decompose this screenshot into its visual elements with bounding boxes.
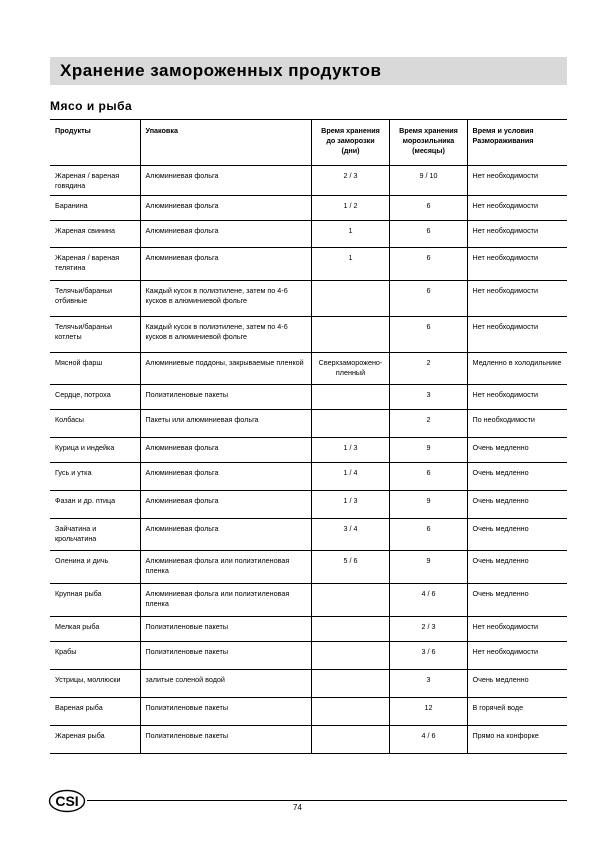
header-days-before-freezing: Время хранения до заморозки (дни) xyxy=(311,120,389,166)
table-row xyxy=(50,463,567,491)
cell-packaging: Полиэтиленовые пакеты xyxy=(140,385,311,410)
cell-months: 3 / 6 xyxy=(389,642,467,670)
cell-product: Сердце, потроха xyxy=(50,385,140,410)
cell-days: 1 xyxy=(311,221,389,248)
cell-days: 1 / 2 xyxy=(311,196,389,221)
cell-product: Оленина и дичь xyxy=(50,551,140,584)
cell-days: 1 / 4 xyxy=(311,463,389,491)
cell-product: Жареная рыба xyxy=(50,726,140,754)
cell-thawing: По необходимости xyxy=(467,410,567,438)
cell-product: Крупная рыба xyxy=(50,584,140,617)
cell-product: Фазан и др. птица xyxy=(50,491,140,519)
table-row xyxy=(50,248,567,281)
footer-divider xyxy=(87,800,567,801)
header-thawing: Время и условия Размораживания xyxy=(467,120,567,166)
storage-table xyxy=(50,119,567,754)
section-title: Мясо и рыба xyxy=(50,99,133,113)
cell-thawing: Нет необходимости xyxy=(467,248,567,281)
csi-logo-text: CSI xyxy=(55,793,79,809)
cell-days xyxy=(311,410,389,438)
table-row xyxy=(50,642,567,670)
cell-days: 3 / 4 xyxy=(311,519,389,551)
page-title-bar xyxy=(50,57,567,85)
cell-packaging: Алюминиевая фольга xyxy=(140,221,311,248)
cell-months: 2 / 3 xyxy=(389,617,467,642)
cell-thawing: Нет необходимости xyxy=(467,196,567,221)
cell-days xyxy=(311,642,389,670)
table-row xyxy=(50,670,567,698)
cell-months: 6 xyxy=(389,221,467,248)
cell-thawing: Нет необходимости xyxy=(467,221,567,248)
cell-thawing: Нет необходимости xyxy=(467,281,567,317)
cell-thawing: Очень медленно xyxy=(467,551,567,584)
cell-packaging: Алюминиевая фольга xyxy=(140,196,311,221)
cell-days: 2 / 3 xyxy=(311,166,389,196)
cell-months: 6 xyxy=(389,463,467,491)
header-freezer-months: Время хранения морозильника (месяцы) xyxy=(389,120,467,166)
cell-product: Жареная / вареная телятина xyxy=(50,248,140,281)
cell-months: 2 xyxy=(389,353,467,385)
cell-thawing: Нет необходимости xyxy=(467,166,567,196)
table-row xyxy=(50,410,567,438)
cell-thawing: Медленно в холодильнике xyxy=(467,353,567,385)
cell-months: 6 xyxy=(389,519,467,551)
cell-months: 9 xyxy=(389,551,467,584)
cell-days xyxy=(311,317,389,353)
cell-days: 1 / 3 xyxy=(311,438,389,463)
cell-product: Вареная рыба xyxy=(50,698,140,726)
cell-packaging: Полиэтиленовые пакеты xyxy=(140,617,311,642)
cell-months: 4 / 6 xyxy=(389,584,467,617)
cell-product: Курица и индейка xyxy=(50,438,140,463)
table-row xyxy=(50,726,567,754)
table-row xyxy=(50,353,567,385)
cell-months: 6 xyxy=(389,248,467,281)
cell-packaging: Алюминиевая фольга или полиэтиленовая пленка xyxy=(140,551,311,584)
cell-packaging: Каждый кусок в полиэтилене, затем по 4-6 кусков в алюминиевой фольге xyxy=(140,317,311,353)
cell-thawing: Очень медленно xyxy=(467,438,567,463)
table-row xyxy=(50,519,567,551)
cell-days: 5 / 6 xyxy=(311,551,389,584)
cell-thawing: Нет необходимости xyxy=(467,317,567,353)
cell-months: 6 xyxy=(389,317,467,353)
cell-months: 9 xyxy=(389,438,467,463)
cell-days: 1 / 3 xyxy=(311,491,389,519)
cell-product: Гусь и утка xyxy=(50,463,140,491)
cell-packaging: Каждый кусок в полиэтилене, затем по 4-6 кусков в алюминиевой фольге xyxy=(140,281,311,317)
cell-product: Баранина xyxy=(50,196,140,221)
cell-thawing: В горячей воде xyxy=(467,698,567,726)
table-row xyxy=(50,166,567,196)
page-number: 74 xyxy=(293,803,302,812)
cell-product: Жареная свинина xyxy=(50,221,140,248)
cell-thawing: Очень медленно xyxy=(467,519,567,551)
cell-months: 6 xyxy=(389,281,467,317)
table-row xyxy=(50,438,567,463)
cell-thawing: Очень медленно xyxy=(467,491,567,519)
cell-days: 1 xyxy=(311,248,389,281)
table-row xyxy=(50,491,567,519)
cell-thawing: Очень медленно xyxy=(467,670,567,698)
cell-packaging: Алюминиевая фольга xyxy=(140,438,311,463)
cell-thawing: Прямо на конфорке xyxy=(467,726,567,754)
cell-packaging: Полиэтиленовые пакеты xyxy=(140,726,311,754)
table-row xyxy=(50,281,567,317)
cell-months: 3 xyxy=(389,385,467,410)
cell-months: 3 xyxy=(389,670,467,698)
cell-months: 6 xyxy=(389,196,467,221)
table-row xyxy=(50,317,567,353)
cell-packaging: залитые соленой водой xyxy=(140,670,311,698)
cell-months: 9 / 10 xyxy=(389,166,467,196)
cell-days xyxy=(311,726,389,754)
table-row xyxy=(50,584,567,617)
cell-product: Жареная / вареная говядина xyxy=(50,166,140,196)
cell-product: Телячьи/бараньи отбивные xyxy=(50,281,140,317)
cell-thawing: Очень медленно xyxy=(467,463,567,491)
cell-days xyxy=(311,698,389,726)
table-row xyxy=(50,551,567,584)
cell-thawing: Нет необходимости xyxy=(467,642,567,670)
table-row xyxy=(50,221,567,248)
table-header-row xyxy=(50,120,567,166)
cell-months: 9 xyxy=(389,491,467,519)
cell-days: Сверхзаморожено-пленный xyxy=(311,353,389,385)
header-products: Продукты xyxy=(50,120,140,166)
cell-packaging: Алюминиевые поддоны, закрываемые пленкой xyxy=(140,353,311,385)
cell-days xyxy=(311,670,389,698)
cell-product: Устрицы, моллюски xyxy=(50,670,140,698)
cell-packaging: Алюминиевая фольга xyxy=(140,248,311,281)
cell-thawing: Нет необходимости xyxy=(467,617,567,642)
cell-packaging: Алюминиевая фольга xyxy=(140,166,311,196)
cell-days xyxy=(311,584,389,617)
cell-product: Мелкая рыба xyxy=(50,617,140,642)
cell-months: 2 xyxy=(389,410,467,438)
cell-packaging: Полиэтиленовые пакеты xyxy=(140,642,311,670)
header-packaging: Упаковка xyxy=(140,120,311,166)
cell-thawing: Нет необходимости xyxy=(467,385,567,410)
cell-packaging: Алюминиевая фольга xyxy=(140,491,311,519)
table-row xyxy=(50,385,567,410)
table-row xyxy=(50,196,567,221)
table-row xyxy=(50,617,567,642)
cell-thawing: Очень медленно xyxy=(467,584,567,617)
cell-packaging: Алюминиевая фольга или полиэтиленовая пленка xyxy=(140,584,311,617)
cell-product: Телячьи/бараньи котлеты xyxy=(50,317,140,353)
page-title: Хранение замороженных продуктов xyxy=(60,61,382,80)
cell-packaging: Пакеты или алюминиевая фольга xyxy=(140,410,311,438)
cell-product: Колбасы xyxy=(50,410,140,438)
cell-packaging: Алюминиевая фольга xyxy=(140,519,311,551)
cell-days xyxy=(311,281,389,317)
table-row xyxy=(50,698,567,726)
cell-product: Зайчатина и крольчатина xyxy=(50,519,140,551)
cell-packaging: Полиэтиленовые пакеты xyxy=(140,698,311,726)
cell-days xyxy=(311,617,389,642)
cell-months: 4 / 6 xyxy=(389,726,467,754)
cell-months: 12 xyxy=(389,698,467,726)
cell-packaging: Алюминиевая фольга xyxy=(140,463,311,491)
cell-product: Мясной фарш xyxy=(50,353,140,385)
cell-days xyxy=(311,385,389,410)
cell-product: Крабы xyxy=(50,642,140,670)
